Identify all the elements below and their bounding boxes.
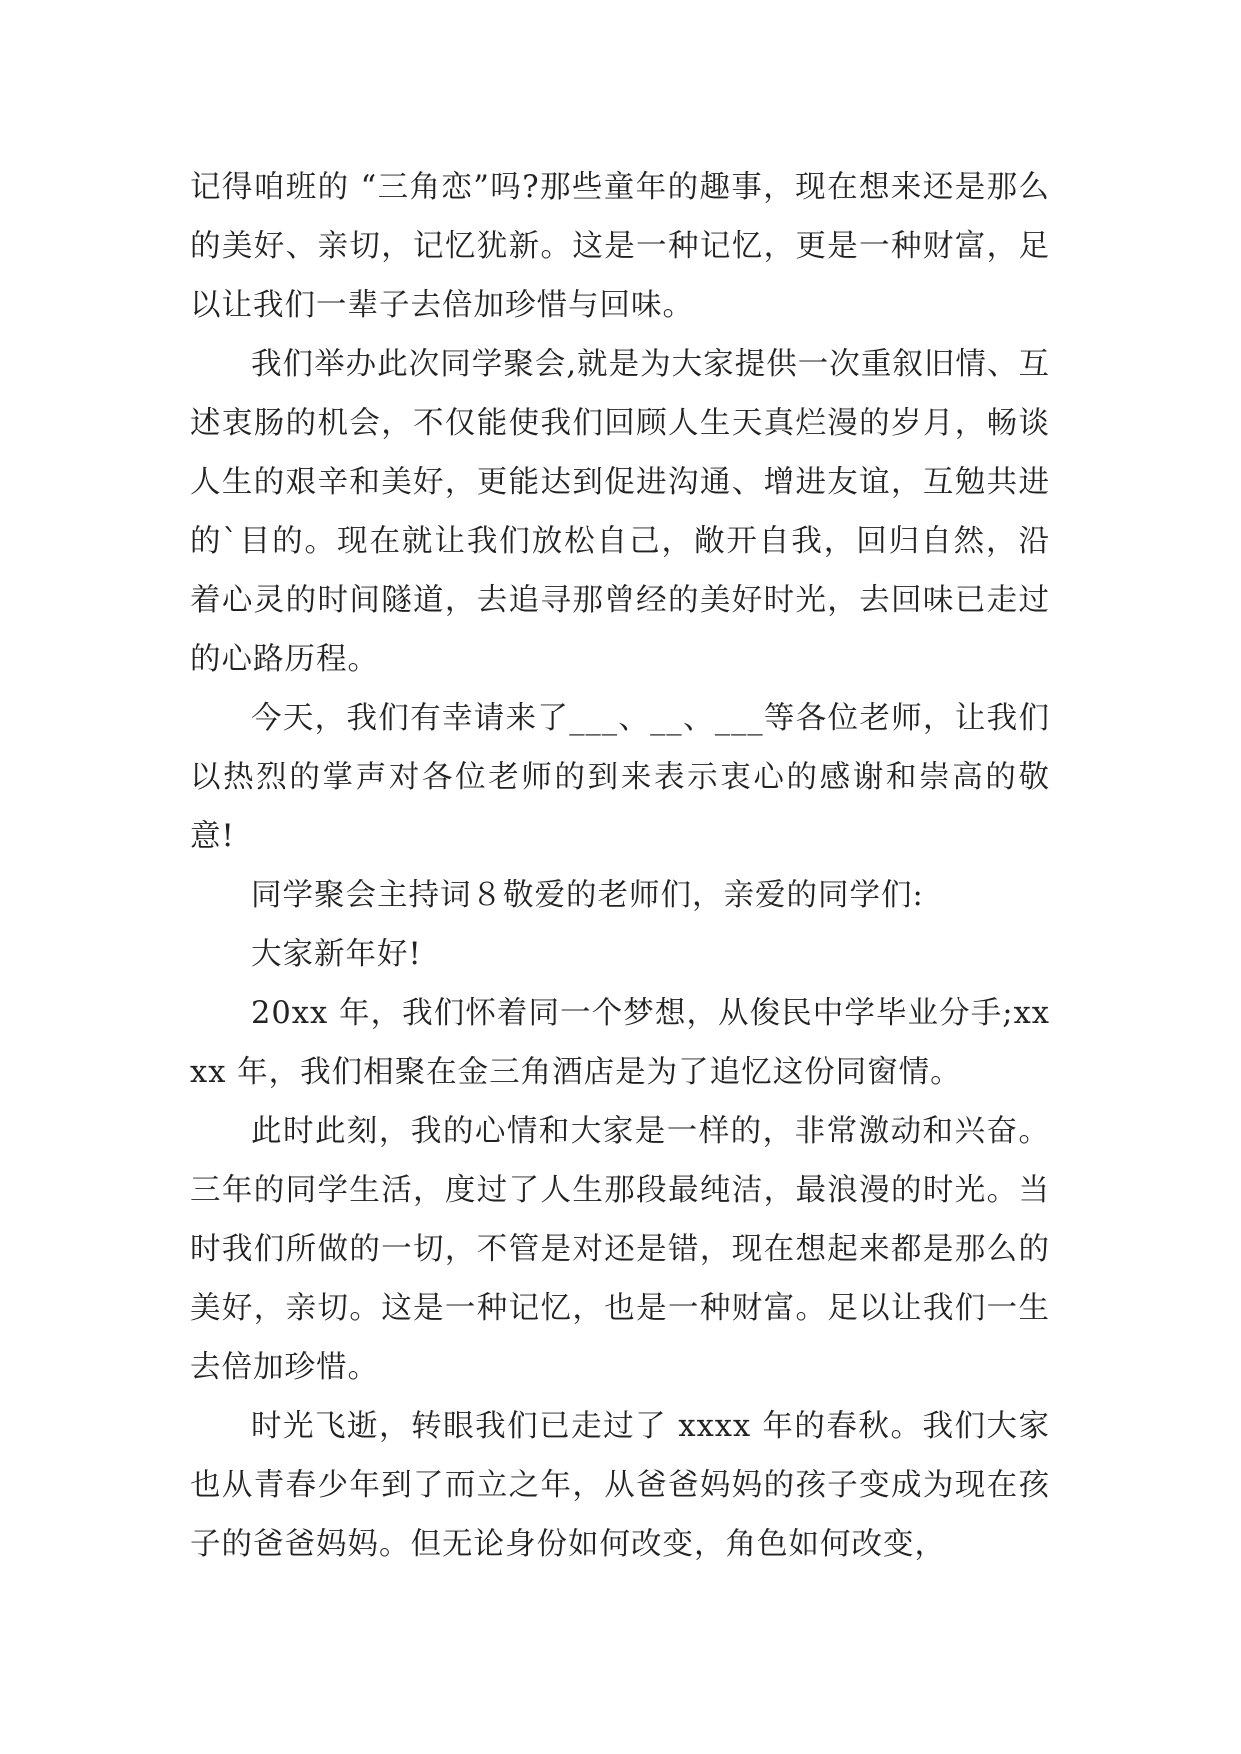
paragraph: 同学聚会主持词８敬爱的老师们，亲爱的同学们: bbox=[251, 878, 924, 913]
paragraph: 此时此刻，我的心情和大家是一样的，非常激动和兴奋。三年的同学生活，度过了人生那段最纯洁，最浪漫的时光。当时我们所做的一切，不管是对还是错，现在想起来都是那么的美好，亲切。这是一种记忆，也是一种财富。足以让我们一生去倍加珍惜。 bbox=[190, 1114, 1050, 1385]
paragraph: 我们举办此次同学聚会,就是为大家提供一次重叙旧情、互述衷肠的机会，不仅能使我们回顾人生天真烂漫的岁月，畅谈人生的艰辛和美好，更能达到促进沟通、增进友谊，互勉共进的`目的。现在就让我们放松自己，敞开自我，回归自然，沿着心灵的时间隧道，去追寻那曾经的美好时光，去回味已走过的心路历程。 bbox=[190, 347, 1050, 677]
paragraph: 20xx 年，我们怀着同一个梦想，从俊民中学毕业分手;xxxx 年，我们相聚在金三角酒店是为了追忆这份同窗情。 bbox=[190, 996, 1050, 1090]
document-body bbox=[190, 158, 1050, 1574]
paragraph: 记得咱班的 “三角恋”吗?那些童年的趣事，现在想来还是那么的美好、亲切，记忆犹新。这是一种记忆，更是一种财富，足以让我们一辈子去倍加珍惜与回味。 bbox=[190, 170, 1050, 323]
paragraph: 时光飞逝，转眼我们已走过了 xxxx 年的春秋。我们大家也从青春少年到了而立之年，从爸爸妈妈的孩子变成为现在孩子的爸爸妈妈。但无论身份如何改变，角色如何改变， bbox=[190, 1409, 1050, 1562]
paragraph: 大家新年好! bbox=[251, 937, 422, 972]
paragraph: 今天，我们有幸请来了___、__、___等各位老师，让我们以热烈的掌声对各位老师的到来表示衷心的感谢和崇高的敬意! bbox=[190, 701, 1050, 854]
